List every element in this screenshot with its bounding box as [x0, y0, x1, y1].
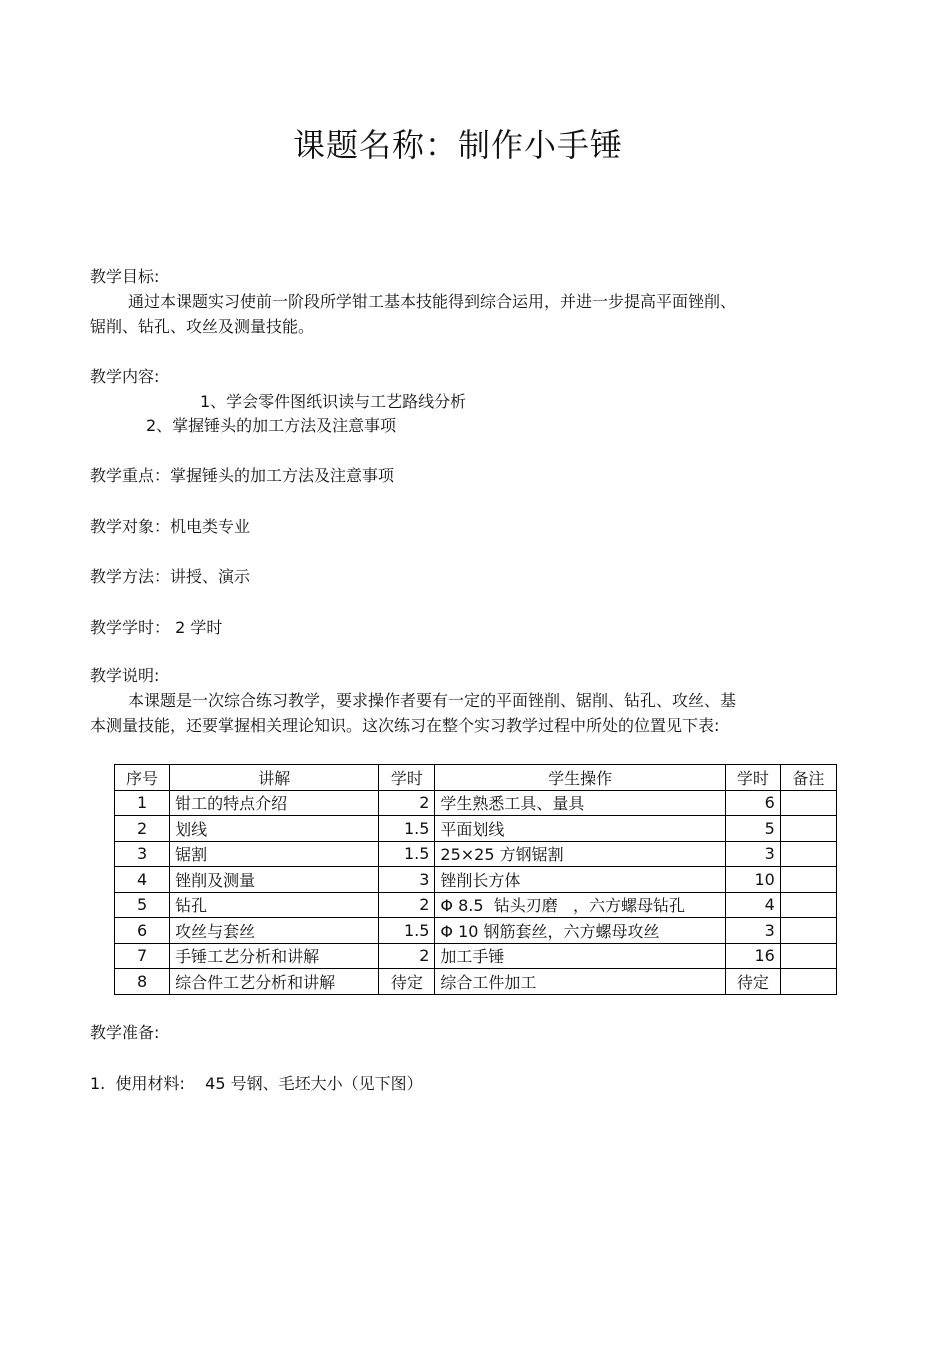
cell-remarks — [780, 918, 836, 944]
page-title: 课题名称：制作小手锤 — [292, 126, 623, 164]
cell-student-operation: 综合工件加工 — [435, 969, 725, 995]
header-lecture: 讲解 — [170, 765, 379, 791]
cell-number: 4 — [115, 867, 170, 893]
audience: 教学对象：机电类专业 — [90, 517, 251, 536]
cell-lecture-hours: 1.5 — [379, 841, 435, 867]
cell-number: 7 — [115, 943, 170, 969]
cell-remarks — [780, 969, 836, 995]
cell-lecture-hours: 2 — [379, 943, 435, 969]
header-student-operation: 学生操作 — [435, 765, 725, 791]
cell-student-operation: 加工手锤 — [435, 943, 725, 969]
preparation-item-1: 1. 使用材料: 45 号钢、毛坯大小（见下图） — [90, 1074, 423, 1093]
cell-student-operation: 25×25 方钢锯割 — [435, 841, 725, 867]
objectives-line-1: 通过本课题实习使前一阶段所学钳工基本技能得到综合运用，并进一步提高平面锉削、 — [128, 292, 737, 311]
cell-lecture-hours: 1.5 — [379, 816, 435, 842]
cell-number: 8 — [115, 969, 170, 995]
cell-number: 1 — [115, 790, 170, 816]
cell-student-operation: 锉削长方体 — [435, 867, 725, 893]
cell-lecture: 攻丝与套丝 — [170, 918, 379, 944]
preparation-heading: 教学准备: — [90, 1023, 160, 1042]
cell-remarks — [780, 841, 836, 867]
cell-operation-hours: 待定 — [725, 969, 780, 995]
cell-number: 6 — [115, 918, 170, 944]
cell-number: 5 — [115, 892, 170, 918]
cell-student-operation: 平面划线 — [435, 816, 725, 842]
cell-operation-hours: 6 — [725, 790, 780, 816]
cell-lecture: 锯割 — [170, 841, 379, 867]
content-item-1: 1、学会零件图纸识读与工艺路线分析 — [200, 392, 467, 411]
cell-lecture-hours: 待定 — [379, 969, 435, 995]
cell-operation-hours: 3 — [725, 841, 780, 867]
cell-lecture: 钻孔 — [170, 892, 379, 918]
cell-student-operation: Φ 8.5 钻头刃磨 ，六方螺母钻孔 — [435, 892, 725, 918]
cell-number: 2 — [115, 816, 170, 842]
cell-lecture-hours: 1.5 — [379, 918, 435, 944]
table-row — [115, 867, 837, 893]
header-remarks: 备注 — [780, 765, 836, 791]
cell-lecture: 钳工的特点介绍 — [170, 790, 379, 816]
cell-lecture-hours: 2 — [379, 892, 435, 918]
explanation-line-2: 本测量技能，还要掌握相关理论知识。这次练习在整个实习教学过程中所处的位置见下表: — [90, 716, 720, 735]
table-header-row — [115, 765, 837, 791]
cell-lecture: 综合件工艺分析和讲解 — [170, 969, 379, 995]
explanation-heading: 教学说明: — [90, 666, 160, 685]
cell-operation-hours: 5 — [725, 816, 780, 842]
cell-operation-hours: 16 — [725, 943, 780, 969]
content-item-2: 2、掌握锤头的加工方法及注意事项 — [146, 416, 397, 435]
table-row — [115, 969, 837, 995]
cell-remarks — [780, 816, 836, 842]
cell-student-operation: 学生熟悉工具、量具 — [435, 790, 725, 816]
cell-remarks — [780, 892, 836, 918]
objectives-line-2: 锯削、钻孔、攻丝及测量技能。 — [90, 317, 315, 336]
header-number: 序号 — [115, 765, 170, 791]
cell-remarks — [780, 867, 836, 893]
cell-lecture-hours: 2 — [379, 790, 435, 816]
cell-operation-hours: 10 — [725, 867, 780, 893]
cell-student-operation: Φ 10 钢筋套丝，六方螺母攻丝 — [435, 918, 725, 944]
header-operation-hours: 学时 — [725, 765, 780, 791]
cell-lecture: 锉削及测量 — [170, 867, 379, 893]
cell-operation-hours: 4 — [725, 892, 780, 918]
table-row — [115, 790, 837, 816]
cell-lecture-hours: 3 — [379, 867, 435, 893]
table-row — [115, 841, 837, 867]
cell-remarks — [780, 943, 836, 969]
teaching-method: 教学方法：讲授、演示 — [90, 567, 251, 586]
table-row — [115, 892, 837, 918]
table-row — [115, 816, 837, 842]
cell-remarks — [780, 790, 836, 816]
explanation-line-1: 本课题是一次综合练习教学，要求操作者要有一定的平面锉削、锯削、钻孔、攻丝、基 — [128, 691, 737, 710]
cell-operation-hours: 3 — [725, 918, 780, 944]
cell-lecture: 划线 — [170, 816, 379, 842]
table-row — [115, 943, 837, 969]
header-lecture-hours: 学时 — [379, 765, 435, 791]
table-row — [115, 918, 837, 944]
teaching-hours: 教学学时： 2 学时 — [90, 618, 223, 637]
schedule-table — [114, 764, 837, 995]
content-heading: 教学内容: — [90, 367, 160, 386]
objectives-heading: 教学目标: — [90, 267, 160, 286]
cell-number: 3 — [115, 841, 170, 867]
cell-lecture: 手锤工艺分析和讲解 — [170, 943, 379, 969]
key-point: 教学重点：掌握锤头的加工方法及注意事项 — [90, 466, 395, 485]
